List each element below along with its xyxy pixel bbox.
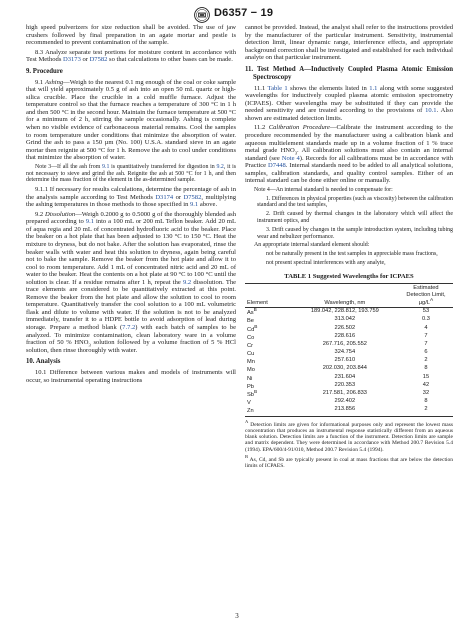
ref-link[interactable]: 1.1 <box>369 84 378 92</box>
cell-wavelength: 217.581, 206.833 <box>322 390 367 397</box>
ref-link[interactable]: D7448 <box>267 162 286 170</box>
paragraph-continued: cannot be provided. Instead, the analyst shall refer to the instructions provided by the manufacturer of the particular instrument. Sensitivity, instrumental detection limit, linear dynamic range, interference effects, and appropriate background correction shall be investigated and established for each individual analyte on that particular instrument. <box>245 24 453 62</box>
table-row <box>245 382 453 390</box>
section-heading-test-method-a: 11. Test Method A—Inductively Coupled Plasma Atomic Emission Spectroscopy <box>245 65 453 81</box>
cell-element: Cr <box>247 342 254 349</box>
table-body <box>245 308 453 416</box>
cell-detection-limit: 0.3 <box>421 316 430 323</box>
ref-link[interactable]: 9.1 <box>102 163 110 170</box>
cell-element: $Cd^B$ <box>247 324 258 333</box>
list-item: not present spectral interferences with any analyte, <box>266 260 386 267</box>
cell-wavelength: 267.716, 205.552 <box>322 340 367 347</box>
ref-link[interactable]: 10.1 <box>425 107 437 115</box>
cell-element: Mo <box>247 367 255 374</box>
section-heading-procedure: 9. Procedure <box>26 67 63 75</box>
cell-detection-limit: 53 <box>422 308 430 315</box>
table-row <box>245 406 453 416</box>
cell-element: Mn <box>247 359 255 366</box>
cell-element: $Sb^B$ <box>247 390 258 398</box>
table-row <box>245 325 453 333</box>
cell-element: V <box>247 400 251 407</box>
table-row <box>245 374 453 382</box>
astm-logo-icon <box>194 7 210 23</box>
cell-element: Co <box>247 334 255 341</box>
ref-link[interactable]: Table 1 <box>267 84 288 92</box>
cell-wavelength: 292.402 <box>334 398 356 405</box>
cell-element: Pb <box>247 383 254 390</box>
list-item: 1. Differences in physical properties (such as viscosity) between the calibration standard and the test samples, <box>257 195 453 209</box>
paragraph-9-1-1: 9.1.1 If necessary for results calculations, determine the percentage of ash in the analysis sample according to Test Methods D3174 or D7582, multiplying the ashing temperatures in those methods to those specified in 9.1 above. <box>26 186 237 209</box>
table-row <box>245 316 453 324</box>
cell-detection-limit: 15 <box>422 373 430 380</box>
cell-detection-limit: 2 <box>424 357 428 364</box>
ref-link[interactable]: Note 4 <box>281 154 300 162</box>
ref-link[interactable]: 7.7.2 <box>122 323 136 331</box>
table-row <box>245 349 453 357</box>
paragraph-11-2: 11.2 Calibration Procedure—Calibrate the instrument according to the procedure recommended by the manufacturer using a calibration blank and aqueous multielement standards made up in a volume fraction of 1 % trace metal grade $HNO_3$. All calibration solutions must also contain an internal standard (see Note 4). Records for all calibrations must be in accordance with Practice D7448. Internal standards need to be added to all analytical solutions, samples, calibration standards, and quality control samples. Either of an internal standard can be done either online or manually. <box>245 124 453 185</box>
cell-detection-limit: 7 <box>424 340 428 347</box>
cell-element: Be <box>247 318 254 325</box>
cell-wavelength: 213.856 <box>291 406 399 416</box>
list-item: 3. Drift caused by changes in the sample introduction system, including tubing wear and nebulizer performance. <box>257 226 453 240</box>
paragraph-9-2: 9.2 Dissolution—Weigh 0.2000 g to 0.5000 g of the thoroughly blended ash prepared according to 9.1 into a 100 mL or 200 mL Teflon beaker. Add 20 mL of aqua regia and 20 mL of concentrated hydrofluoric acid to the beaker. Place the beaker on a hot plate that has been adjusted to 130 °C to 150 °C. Heat the mixture to dryness, but do not bake. After the solution has evaporated, rinse the beaker walls with water and heat this solution to dryness, again being careful not to bake the sample. Remove the beaker from the hot plate and allow it to cool to room temperature. Add 1 mL of concentrated nitric acid and 20 mL of water to the beaker. Heat the contents on a hot plate at 90 °C to 100 °C until the solution is clear. If a residue remains after 1 h, repeat the 9.2 dissolution. The trace elements are considered to be quantitatively extracted at this point. Remove the beaker from the hot plate and allow the solution to cool to room temperature. Quantitatively transfer the cool solution to a 100 mL volumetric flask and dilute to volume with water. If the solution is not to be analyzed immediately, transfer it to a HDPE bottle to avoid adsorption of lead during storage. Prepare a method blank (7.7.2) with each batch of samples to be analyzed. To minimize contamination, clean laboratory ware in a volume fraction of 50 % $HNO_3$ solution followed by a volume fraction of 5 % HCl solution, then rinse thoroughly with water. <box>26 210 237 354</box>
note-4: Note 4—An internal standard is needed to compensate for: <box>254 186 393 193</box>
cell-element: $As^B$ <box>247 308 257 317</box>
cell-detection-limit: 4 <box>424 324 428 331</box>
cell-detection-limit: 8 <box>424 398 428 405</box>
table-footnotes <box>245 419 453 470</box>
ref-link[interactable]: 9.1 <box>190 201 199 209</box>
paragraph-9-1: 9.1 Ashing—Weigh to the nearest 0.1 mg enough of the coal or coke sample that will yield approximately 0.5 g of ash into an open 50 mL quartz or high-silica crucible. Place the crucible in a cold muffle furnace. Adjust the temperature control so that the furnace reaches a temperature of 300 °C in 1 h and then 500 °C in the second hour. Maintain the furnace temperature at 500 °C for a minimum of 2 h, stirring the sample occasionally. Ashing is complete when no visible evidence of carbonaceous material remains. Cool the samples to room temperature under conditions that minimize the absorption of water. Grind the ash to pass a 150 µm (No. 100) U.S.A. standard sieve in an agate mortar then reignite at 500 °C for 1 h. Remove the ash to cool under conditions that minimize the absorption of water. <box>26 78 236 162</box>
table-row <box>245 365 453 373</box>
cell-wavelength: 226.502 <box>334 324 356 331</box>
list-item: 2. Drift caused by thermal changes in the laboratory which will affect the instrument optics, and <box>257 211 453 225</box>
note-3: Note 3—If all the ash from 9.1 is quantitatively transferred for digestion in 9.2, it is not necessary to sieve and grind the ash. Reignite the ash at 500 °C for 1 h, and then determine the mass fraction of the element in the as-determined sample. <box>26 163 237 184</box>
note-4-continued: An appropriate internal standard element should: <box>254 242 370 249</box>
table-row <box>245 398 453 406</box>
footnote-b: $^B$ As, Cd, and Sb are typically present in coal at mass fractions that are below the detection limits of ICPAES. <box>245 453 453 470</box>
cell-detection-limit: 2 <box>399 406 453 416</box>
cell-detection-limit: 7 <box>424 332 428 339</box>
cell-wavelength: 313.042 <box>334 316 356 323</box>
table-row <box>245 341 453 349</box>
list-item: not be naturally present in the test samples in appreciable mass fractions, <box>266 251 438 258</box>
ref-link[interactable]: D3174 <box>155 193 174 201</box>
paragraph-continued: high speed pulverizers for size reduction shall be avoided. The use of jaw crushers followed by final preparation in an agate mortar and pestle is recommended to prevent contamination of the sample. <box>26 24 236 47</box>
cell-wavelength: 228.616 <box>334 332 356 339</box>
ref-link[interactable]: 9.2 <box>182 278 192 286</box>
paragraph-8-3: 8.3 Analyze separate test portions for moisture content in accordance with Test Methods D3173 or D7582 so that calculations to other bases can be made. <box>26 48 236 64</box>
page-number: 3 <box>235 612 239 620</box>
cell-wavelength: 257.610 <box>334 357 356 364</box>
cell-wavelength: 324.754 <box>334 349 356 356</box>
section-heading-analysis: 10. Analysis <box>26 358 61 366</box>
ref-link[interactable]: 9.1 <box>85 218 94 226</box>
ref-link[interactable]: 9.2 <box>216 163 224 170</box>
cell-detection-limit: 42 <box>422 381 430 388</box>
cell-detection-limit: 6 <box>424 349 428 356</box>
column-header-detection-limit: Estimated Detection Limit, $\mu g/L^A$ <box>399 284 453 308</box>
ref-link[interactable]: D3173 <box>63 56 81 64</box>
column-header-wavelength: Wavelength, nm <box>291 284 399 308</box>
table-row <box>245 308 453 317</box>
page-header <box>0 4 474 24</box>
table-row <box>245 333 453 341</box>
cell-element: Ni <box>247 375 253 382</box>
table-title: TABLE 1 Suggested Wavelengths for ICPAES <box>284 272 414 280</box>
cell-wavelength: 220.353 <box>334 381 356 388</box>
table-row <box>245 357 453 365</box>
table-row <box>245 390 453 398</box>
cell-detection-limit: 8 <box>424 365 428 372</box>
cell-detection-limit: 32 <box>422 390 430 397</box>
ref-link[interactable]: D7582 <box>183 193 202 201</box>
cell-wavelength: 231.604 <box>334 373 356 380</box>
cell-element: Cu <box>247 350 255 357</box>
paragraph-11-1: 11.1 Table 1 shows the elements listed in 1.1 along with some suggested wavelengths for inductively coupled plasma atomic emission spectrometry (ICPAES). Other wavelengths may be substituted if they can provide the needed sensitivity and are treated according to the provisions of 10.1. Also shown are estimated detection limits. <box>245 84 454 122</box>
footnote-a: $^A$ Detection limits are given for informational purposes only and represent the lowest mass concentration that produces an instrumental response statistically different from an aqueous blank solution. Detection limits are a function of the instrument. Detection limits are sample and matrix dependent. They were determined in accordance with Method 200.7 Revision 5.4 (1994). EPA/600/4-91/010, Method 200.7 Revision 5.4 (1994). <box>245 418 453 453</box>
wavelength-table <box>245 283 453 416</box>
left-column <box>26 24 236 386</box>
cell-wavelength: 189.042, 228.812, 193.759 <box>310 308 379 315</box>
ref-link[interactable]: D7582 <box>89 56 108 64</box>
cell-wavelength: 202.030, 203.844 <box>322 365 367 372</box>
paragraph-10-1: 10.1 Difference between various makes and models of instruments will occur, so instrumental operating instructions <box>26 369 236 384</box>
column-header-element: Element <box>245 284 291 308</box>
right-column <box>245 24 453 470</box>
cell-element: Zn <box>245 406 291 416</box>
document-designation: D6357 − 19 <box>214 7 274 19</box>
